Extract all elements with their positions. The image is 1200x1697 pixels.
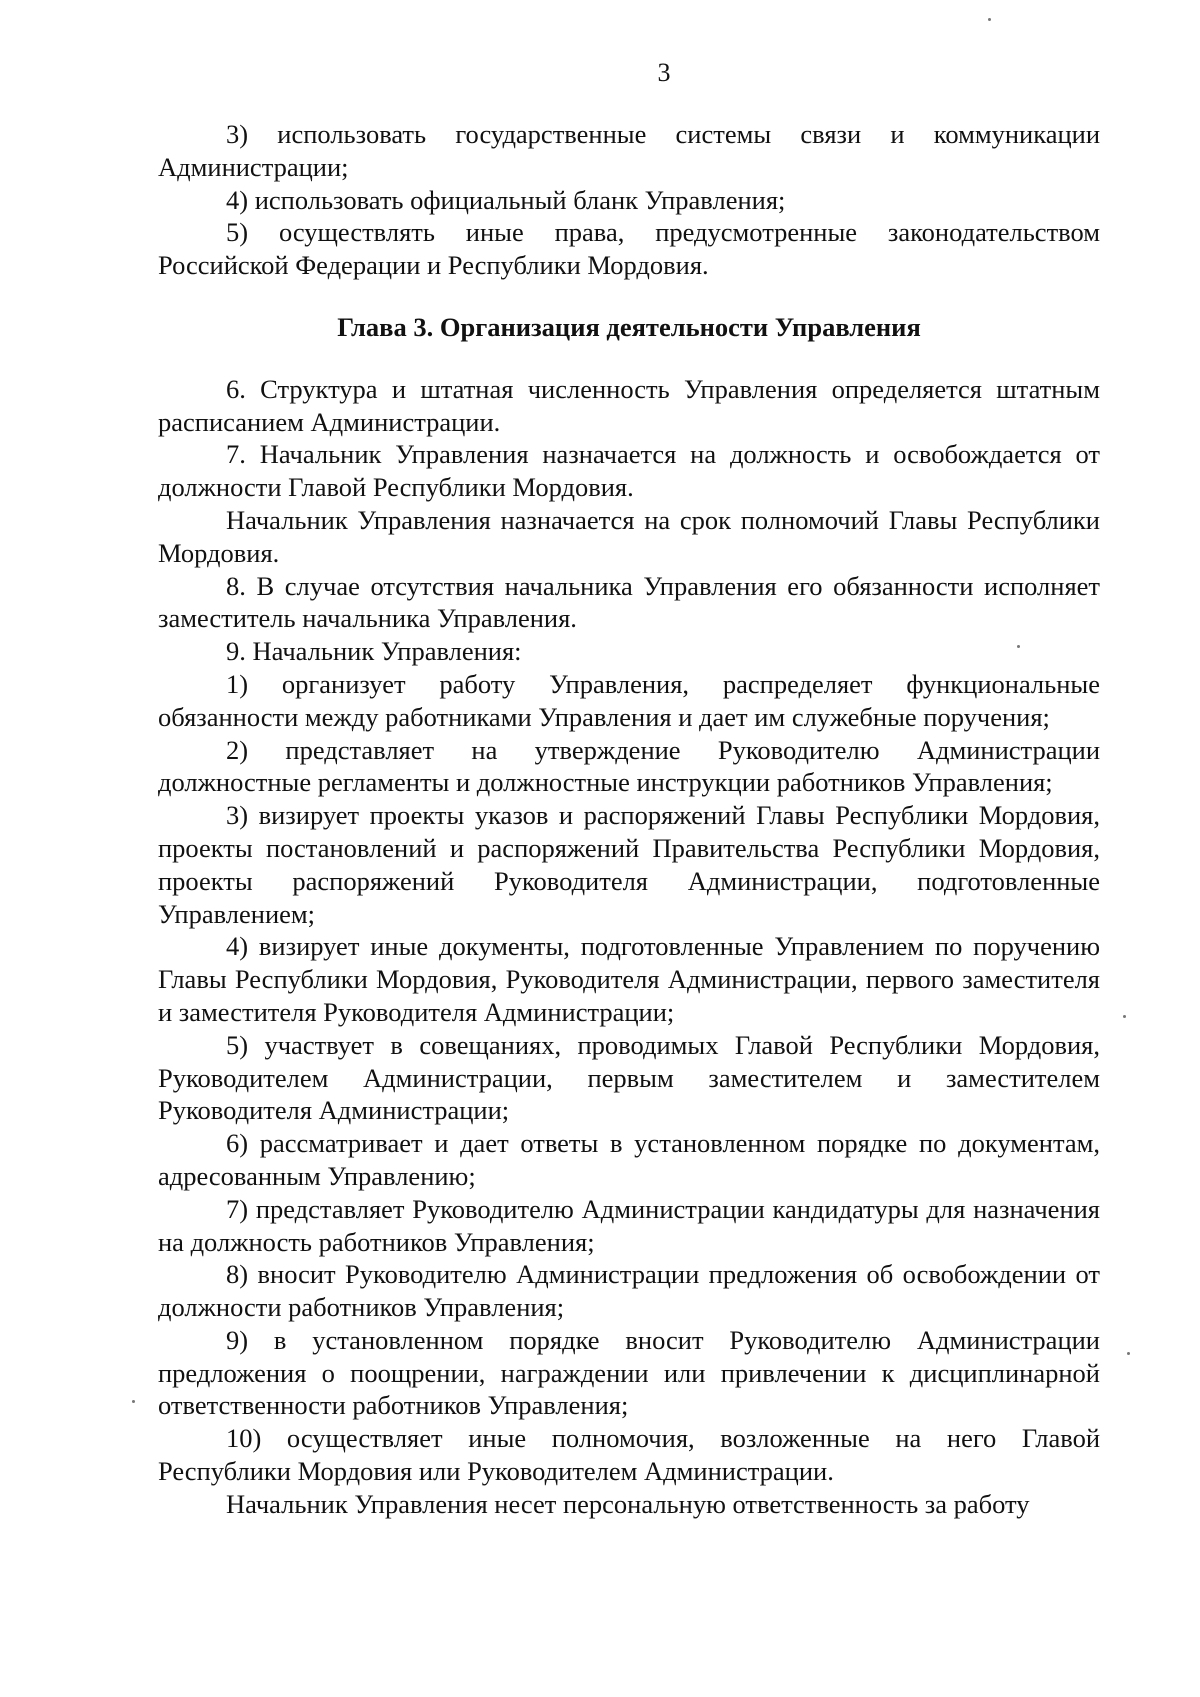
responsibility-paragraph: Начальник Управления несет персональную ответственность за работу xyxy=(226,1488,1030,1519)
list-item: 9) в установленном порядке вносит Руководителю Администрации предложения о поощрении, награждении или привлечении к дисциплинарной ответственности работников Управления; xyxy=(158,1324,1100,1421)
list-item: 1) организует работу Управления, распределяет функциональные обязанности между работниками Управления и дает им служебные поручения; xyxy=(158,668,1100,732)
list-item: 2) представляет на утверждение Руководителю Администрации должностные регламенты и должностные инструкции работников Управления; xyxy=(158,734,1100,798)
chapter-heading: Глава 3. Организация деятельности Управления xyxy=(337,311,921,342)
scan-speck xyxy=(132,1400,135,1403)
list-item: 3) использовать государственные системы связи и коммуникации Администрации; xyxy=(158,119,1100,182)
list-item: 4) использовать официальный бланк Управления; xyxy=(226,184,786,215)
clause-7: 7. Начальник Управления назначается на должность и освобождается от должности Главой Республики Мордовия. xyxy=(158,439,1100,503)
document-body xyxy=(158,118,1100,1521)
list-item: 6) рассматривает и дает ответы в установленном порядке по документам, адресованным Управлению; xyxy=(158,1128,1100,1191)
clause-7-term: Начальник Управления назначается на срок полномочий Главы Республики Мордовия. xyxy=(158,504,1100,568)
list-item: 3) визирует проекты указов и распоряжений Главы Республики Мордовия, проекты постановлений и распоряжений Правительства Республики Мордовия, проекты распоряжений Руководителя Администрации, подготовленные Управлением; xyxy=(158,800,1100,929)
scan-speck xyxy=(1017,645,1020,648)
list-item: 5) участвует в совещаниях, проводимых Главой Республики Мордовия, Руководителем Администрации, первым заместителем и заместителем Руководителя Администрации; xyxy=(158,1029,1100,1126)
page-number: 3 xyxy=(657,58,671,87)
clause-9: 9. Начальник Управления: xyxy=(226,636,522,667)
list-item: 8) вносит Руководителю Администрации предложения об освобождении от должности работников Управления; xyxy=(158,1259,1100,1323)
scan-speck xyxy=(1123,1015,1126,1018)
list-item: 7) представляет Руководителю Администрации кандидатуры для назначения на должность работников Управления; xyxy=(158,1193,1100,1257)
scan-speck xyxy=(1127,1352,1130,1355)
clause-6: 6. Структура и штатная численность Управления определяется штатным расписанием Администрации. xyxy=(158,373,1100,437)
list-item: 10) осуществляет иные полномочия, возложенные на него Главой Республики Мордовия или Руководителем Администрации. xyxy=(158,1423,1100,1487)
scan-speck xyxy=(988,18,991,21)
clause-8: 8. В случае отсутствия начальника Управления его обязанности исполняет заместитель начальника Управления. xyxy=(158,570,1100,634)
list-item: 4) визирует иные документы, подготовленные Управлением по поручению Главы Республики Мордовия, Руководителя Администрации, первого заместителя и заместителя Руководителя Администрации; xyxy=(158,931,1100,1027)
list-item: 5) осуществлять иные права, предусмотренные законодательством Российской Федерации и Республики Мордовия. xyxy=(158,217,1100,281)
